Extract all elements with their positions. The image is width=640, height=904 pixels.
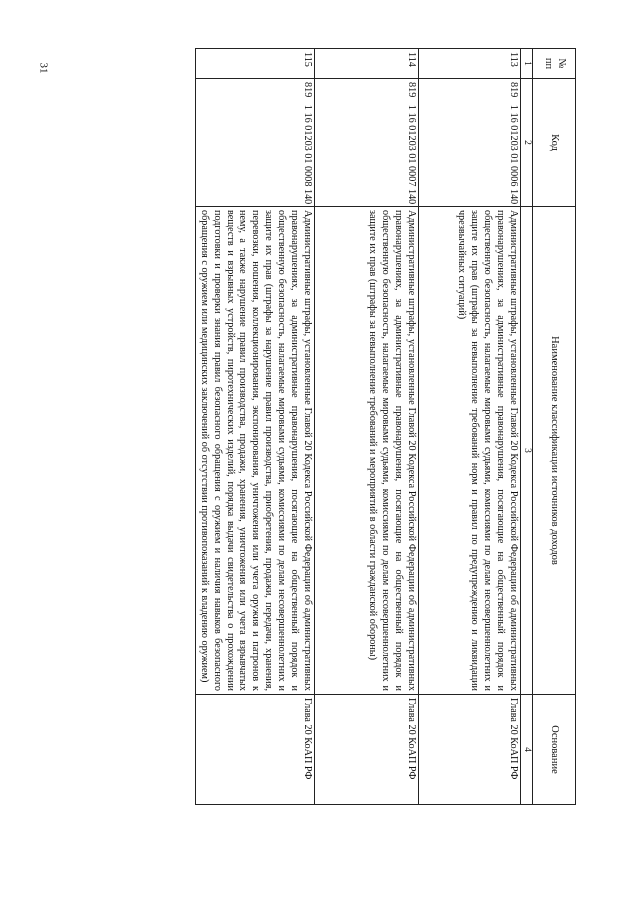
- revenue-code: 1 16 01203 01 0008 140: [302, 104, 313, 205]
- admin-code: 819: [302, 82, 313, 98]
- row-basis: Глава 20 КоАП РФ: [315, 695, 419, 805]
- admin-code: 819: [406, 82, 417, 98]
- row-code: [315, 79, 419, 207]
- table-row: [419, 49, 521, 805]
- column-number-row: [521, 49, 533, 805]
- page-number: 31: [37, 62, 50, 74]
- revenue-code: 1 16 01203 01 0007 140: [406, 104, 417, 205]
- row-basis: Глава 20 КоАП РФ: [195, 695, 314, 805]
- column-number: 1: [521, 49, 533, 79]
- revenue-code: 1 16 01203 01 0006 140: [508, 104, 519, 205]
- table-row: [315, 49, 419, 805]
- row-basis: Глава 20 КоАП РФ: [419, 695, 521, 805]
- column-number: 2: [521, 79, 533, 207]
- row-code: [195, 79, 314, 207]
- row-number: 114: [315, 49, 419, 79]
- table-header-row: [533, 49, 576, 805]
- row-number: 115: [195, 49, 314, 79]
- header-name: Наименование классификации источников доходов: [533, 207, 576, 695]
- row-name: Административные штрафы, установленные Главой 20 Кодекса Российской Федерации об административных правонарушениях, за административные правонарушения, посягающие на общественный порядок и общественную безопасность, налагаемые мировыми судьями, комиссиями по делам несовершеннолетних и защите их прав (штрафы за нарушение правил производства, приобретения, продажи, передачи, хранения, перевозки, ношения, коллекционирования, экспонирования, уничтожения или учета оружия и патронов к нему, а также нарушение правил производства, продажи, хранения, уничтожения или учета взрывчатых веществ и взрывных устройств, пиротехнических изделий, порядка выдачи свидетельства о прохождении подготовки и проверки знания правил безопасного обращения с оружием и наличия навыков безопасного обращения с оружием или медицинских заключений об отсутствии противопоказаний к владению оружием): [195, 207, 314, 695]
- header-basis: Основание: [533, 695, 576, 805]
- rotated-table-container: [100, 48, 576, 804]
- row-name: Административные штрафы, установленные Главой 20 Кодекса Российской Федерации об административных правонарушениях, за административные правонарушения, посягающие на общественный порядок и общественную безопасность, налагаемые мировыми судьями, комиссиями по делам несовершеннолетних и защите их прав (штрафы за невыполнение требований норм и правил по предупреждению и ликвидации чрезвычайных ситуаций): [419, 207, 521, 695]
- column-number: 3: [521, 207, 533, 695]
- row-name: Административные штрафы, установленные Главой 20 Кодекса Российской Федерации об административных правонарушениях, за административные правонарушения, посягающие на общественный порядок и общественную безопасность, налагаемые мировыми судьями, комиссиями по делам несовершеннолетних и защите их прав (штрафы за невыполнение требований и мероприятий в области гражданской обороны): [315, 207, 419, 695]
- row-code: [419, 79, 521, 207]
- column-number: 4: [521, 695, 533, 805]
- revenue-classification-table: [195, 48, 576, 805]
- header-code: Код: [533, 79, 576, 207]
- table-row: [195, 49, 314, 805]
- admin-code: 819: [508, 82, 519, 98]
- header-num: № пп: [533, 49, 576, 79]
- row-number: 113: [419, 49, 521, 79]
